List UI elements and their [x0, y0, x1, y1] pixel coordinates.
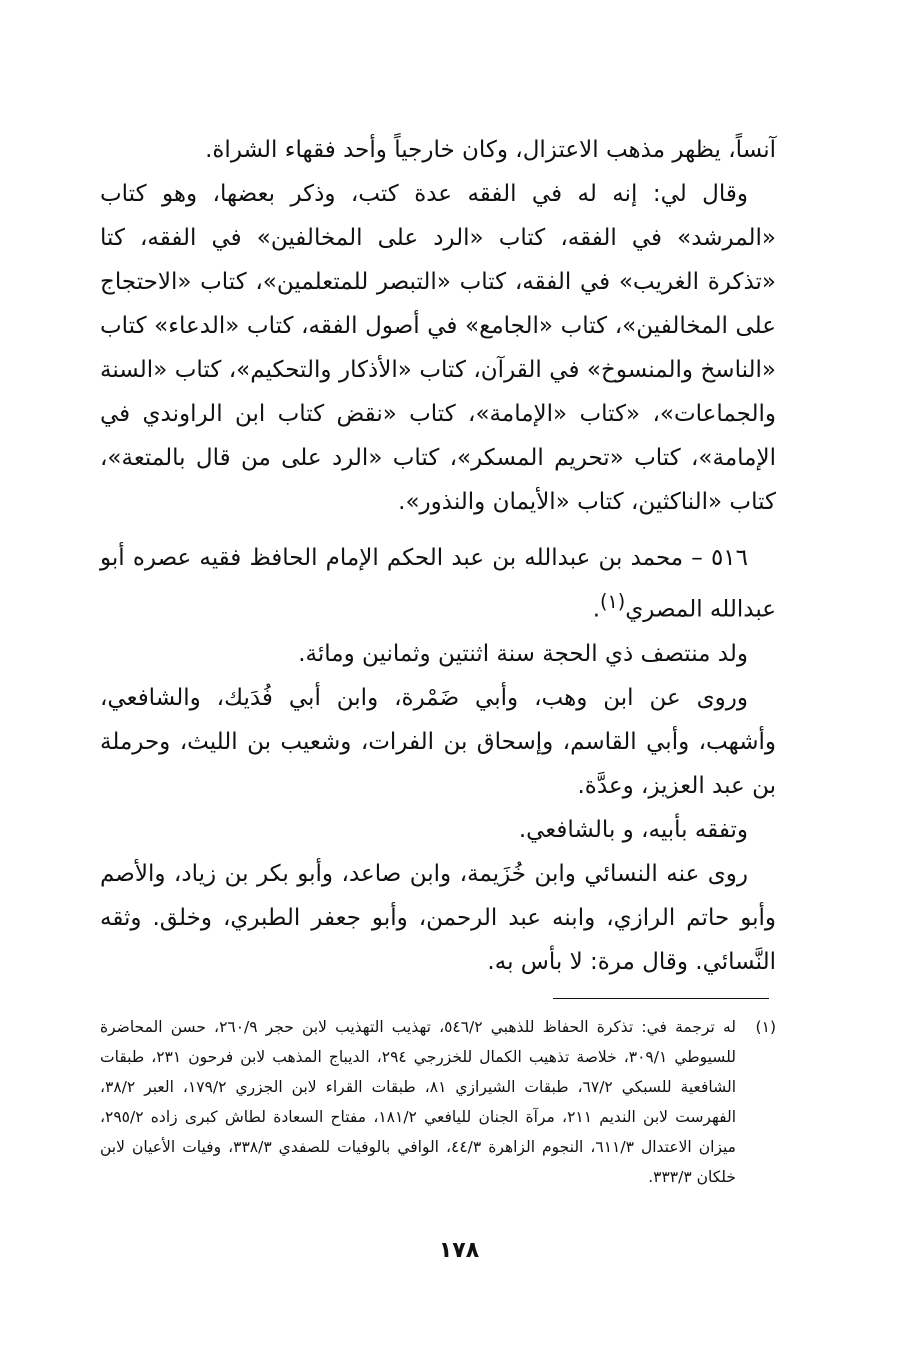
paragraph: ولد منتصف ذي الحجة سنة اثنتين وثمانين ومائة. — [298, 640, 748, 667]
footnote — [100, 1012, 776, 1192]
entry-text: محمد بن عبدالله بن عبد الحكم الإمام الحافظ فقيه عصره أبو عبدالله المصري — [100, 545, 776, 623]
paragraph: وروى عن ابن وهب، وأبي ضَمْرة، وابن أبي فُدَيك، والشافعي، وأشهب، وأبي القاسم، وإسحاق بن الفرات، وشعيب بن الليث، وحرملة بن عبد العزيز، وعدَّة. — [100, 684, 776, 799]
page-number: ١٧٨ — [438, 1238, 480, 1263]
paragraph: وقال لي: إنه له في الفقه عدة كتب، وذكر بعضها، وهو كتاب «المرشد» في الفقه، كتاب «الرد على المخالفين» في الفقه، كتا «تذكرة الغريب» في الفقه، كتاب «التبصر للمتعلمين»، كتاب «الاحتجاج على المخالفين»، كتاب «الجامع» في أصول الفقه، كتاب «الدعاء» كتاب «الناسخ والمنسوخ» في القرآن، كتاب «الأذكار والتحكيم»، كتاب «السنة والجماعات»، «كتاب «الإمامة»، كتاب «نقض كتاب ابن الراوندي في الإمامة»، كتاب «تحريم المسكر»، كتاب «الرد على من قال بالمتعة»، كتاب «الناكثين، كتاب «الأيمان والنذور». — [100, 181, 776, 515]
footnotes — [100, 1012, 776, 1192]
main-text — [100, 128, 776, 984]
entry-period: . — [592, 596, 600, 623]
biography-entry-heading — [100, 536, 776, 632]
footnote-reference[interactable]: (١) — [600, 590, 626, 613]
entry-dash: – — [691, 545, 703, 571]
paragraph: روى عنه النسائي وابن خُزَيمة، وابن صاعد، وأبو بكر بن زياد، والأصم وأبو حاتم الرازي، وابنه عبد الرحمن، وأبو جعفر الطبري، وخلق. وثقه النَّسائي. وقال مرة: لا بأس به. — [100, 860, 776, 975]
paragraph: وتفقه بأبيه، و بالشافعي. — [518, 816, 748, 843]
footnote-text: له ترجمة في: تذكرة الحفاظ للذهبي ٥٤٦/٢، تهذيب التهذيب لابن حجر ٢٦٠/٩، حسن المحاضرة للسيوطي ٣٠٩/١، خلاصة تذهيب الكمال للخزرجي ٢٩٤، الديباج المذهب لابن فرحون ٢٣١، طبقات الشافعية للسبكي ٦٧/٢، طبقات الشيرازي ٨١، طبقات القراء لابن الجزري ١٧٩/٢، العبر ٣٨/٢، الفهرست لابن النديم ٢١١، مرآة الجنان لليافعي ١٨١/٢، مفتاح السعادة لطاش كبرى زاده ٢٩٥/٢، ميزان الاعتدال ٦١١/٣، النجوم الزاهرة ٤٤/٣، الوافي بالوفيات للصفدي ٣٣٨/٣، وفيات الأعيان لابن خلكان ٣٣٣/٣. — [100, 1018, 737, 1186]
footnote-separator — [553, 998, 769, 999]
entry-number: ٥١٦ — [710, 545, 748, 571]
paragraph: آنساً، يظهر مذهب الاعتزال، وكان خارجياً وأحد فقهاء الشراة. — [205, 137, 776, 163]
footnote-marker: (١) — [755, 1018, 776, 1036]
